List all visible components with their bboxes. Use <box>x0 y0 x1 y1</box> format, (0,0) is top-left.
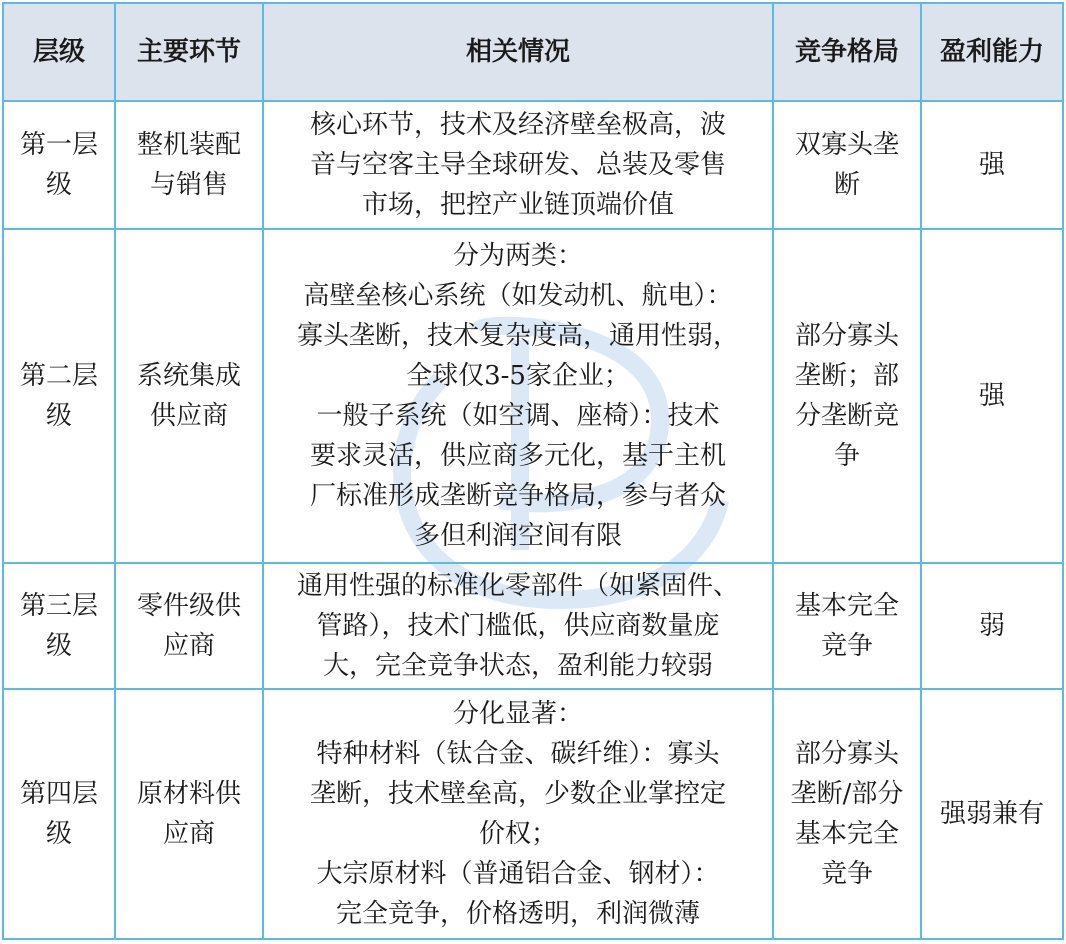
details-line: 全球仅3-5家企业； <box>406 361 630 391</box>
header-segment: 主要环节 <box>115 3 263 101</box>
header-details: 相关情况 <box>263 3 773 101</box>
segment-cell: 整机装配与销售 <box>115 101 263 229</box>
details-line: 价权； <box>478 819 557 849</box>
profitability-cell: 强 <box>921 229 1063 563</box>
details-line: 寡头垄断，技术复杂度高，通用性弱， <box>296 321 739 351</box>
details-line: 一般子系统（如空调、座椅）：技术 <box>316 401 720 431</box>
table-row <box>3 101 1063 229</box>
competition-cell: 部分寡头垄断；部分垄断竞争 <box>773 229 921 563</box>
details-line: 管路），技术门槛低，供应商数量庞 <box>316 611 720 641</box>
details-line: 市场，把控产业链顶端价值 <box>361 190 674 220</box>
level-cell: 第三层级 <box>3 563 115 689</box>
segment-cell: 原材料供应商 <box>115 689 263 939</box>
profitability-cell: 强弱兼有 <box>921 689 1063 939</box>
level-cell: 第一层级 <box>3 101 115 229</box>
details-cell <box>263 563 773 689</box>
profitability-cell: 强 <box>921 101 1063 229</box>
table-row <box>3 229 1063 563</box>
table-row <box>3 689 1063 939</box>
details-cell <box>263 101 773 229</box>
level-cell: 第二层级 <box>3 229 115 563</box>
segment-cell: 零件级供应商 <box>115 563 263 689</box>
details-line: 分为两类： <box>452 241 583 271</box>
competition-cell: 基本完全竞争 <box>773 563 921 689</box>
details-line: 完全竞争，价格透明，利润微薄 <box>335 899 700 929</box>
header-profitability: 盈利能力 <box>921 3 1063 101</box>
details-line: 多但利润空间有限 <box>413 521 622 551</box>
details-line: 要求灵活，供应商多元化，基于主机 <box>309 441 726 471</box>
profitability-cell: 弱 <box>921 563 1063 689</box>
industry-chain-table <box>2 2 1064 940</box>
details-cell <box>263 229 773 563</box>
details-line: 大，完全竞争状态，盈利能力较弱 <box>322 651 713 681</box>
details-line: 通用性强的标准化零部件（如紧固件、 <box>296 571 739 601</box>
details-line: 分化显著： <box>452 699 583 729</box>
header-level: 层级 <box>3 3 115 101</box>
table-row <box>3 563 1063 689</box>
table-header-row <box>3 3 1063 101</box>
details-line: 音与空客主导全球研发、总装及零售 <box>309 150 726 180</box>
details-cell <box>263 689 773 939</box>
details-line: 大宗原材料（普通铝合金、钢材）： <box>316 859 720 889</box>
competition-cell: 部分寡头垄断/部分基本完全竞争 <box>773 689 921 939</box>
details-line: 垄断，技术壁垒高，少数企业掌控定 <box>309 779 726 809</box>
header-competition: 竞争格局 <box>773 3 921 101</box>
details-line: 高壁垒核心系统（如发动机、航电）： <box>303 281 733 311</box>
segment-cell: 系统集成供应商 <box>115 229 263 563</box>
details-line: 特种材料（钛合金、碳纤维）：寡头 <box>316 739 720 769</box>
details-line: 核心环节，技术及经济壁垒极高，波 <box>309 110 726 140</box>
competition-cell: 双寡头垄断 <box>773 101 921 229</box>
details-line: 厂标准形成垄断竞争格局，参与者众 <box>309 481 726 511</box>
level-cell: 第四层级 <box>3 689 115 939</box>
